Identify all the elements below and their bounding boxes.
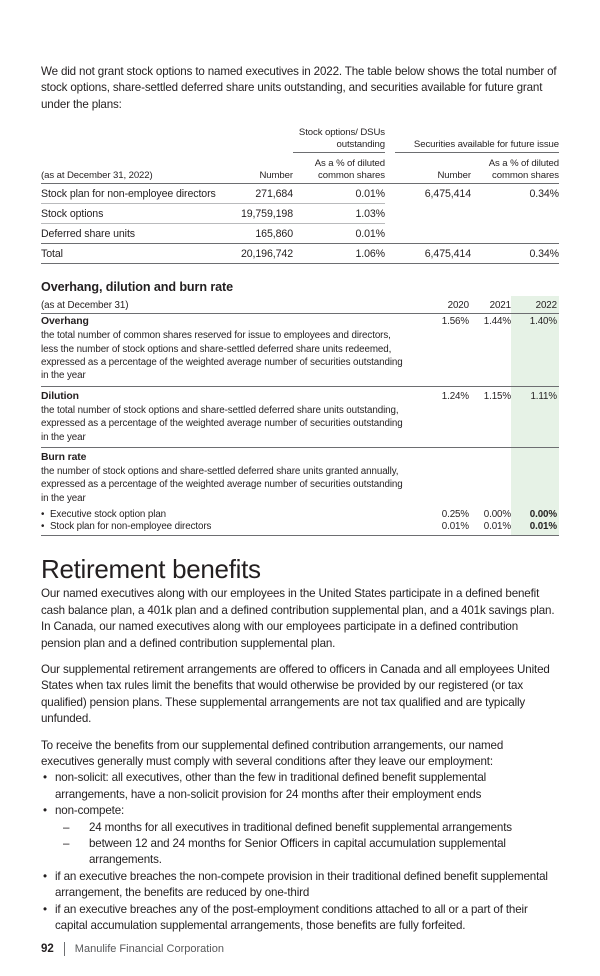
retirement-paragraph-3: To receive the benefits from our supplemental defined contribution arrangements, our named executives generally must comply with several conditions after they leave our employment: [41, 738, 504, 768]
bullet-icon: • [43, 902, 47, 916]
dash-icon: – [63, 836, 70, 850]
bullet-icon: • [41, 509, 45, 521]
overhang-2021: 1.44% [483, 316, 511, 328]
row-available-number: 6,475,414 [424, 187, 471, 200]
row-pct: 1.03% [293, 204, 385, 224]
sublist-item: – 24 months for all executives in traditional defined benefit supplemental arrangements [55, 820, 559, 836]
year-2022: 2022 [511, 296, 559, 314]
year-2020: 2020 [427, 296, 469, 314]
row-pct: 0.01% [293, 224, 385, 244]
dilution-title: Dilution [41, 390, 79, 402]
list-item: • if an executive breaches any of the post-employment conditions attached to all or a part of their capital accumulation supplemental arrangements, those benefits are fully forfeited. [43, 902, 528, 932]
dash-icon: – [63, 820, 70, 834]
total-pct: 1.06% [293, 244, 385, 264]
total-label: Total [41, 244, 227, 264]
overhang-title: Overhang [41, 316, 89, 328]
outstanding-securities-table [41, 127, 559, 264]
row-pct: 0.01% [293, 184, 385, 204]
page-content [41, 0, 559, 934]
row-available-pct [471, 224, 559, 244]
year-2021: 2021 [469, 296, 511, 314]
overhang-2022: 1.40% [511, 314, 559, 330]
table-row [41, 224, 559, 244]
row-label: Stock plan for non-employee directors [41, 184, 227, 204]
retirement-paragraph-1: Our named executives along with our employees in the United States participate in a defined benefit cash balance plan, a 401k plan and a defined contribution supplemental plan, and a 401k savings plan. In Canada, our named executives along with our employees participate in a defined contribution pension plan and a defined contribution supplemental plan. [41, 587, 555, 650]
bullet-icon: • [43, 869, 47, 883]
bullet-icon: • [43, 771, 47, 785]
table-total-row [41, 244, 559, 264]
burn-rate-item [41, 521, 559, 536]
column-header-number-available: Number [395, 153, 471, 184]
sublist-item: – between 12 and 24 months for Senior Officers in capital accumulation supplemental arrangements. [63, 836, 506, 867]
group-header-outstanding: Stock options/ DSUs outstanding [293, 127, 385, 153]
overhang-dilution-table [41, 296, 559, 536]
table-column-header-row [41, 153, 559, 184]
burn-item-2021: 0.00% [483, 509, 511, 521]
overhang-2020: 1.56% [441, 316, 469, 328]
list-item: • non-compete: – 24 months for all executives in traditional defined benefit supplemental arrangements – between 12 and 24 months for Senior Officers in capital accumulation supplemental arrangements. [41, 803, 559, 869]
table-row [41, 184, 559, 204]
burn-rate-row [41, 448, 559, 466]
year-header-row [41, 296, 559, 314]
column-header-number: Number [227, 153, 293, 184]
dilution-2021: 1.15% [483, 390, 511, 402]
company-name: Manulife Financial Corporation [74, 943, 224, 956]
dilution-description: the total number of stock options and share-settled deferred share units outstanding, expressed as a percentage of the weighted average number of securities outstanding in the year [41, 404, 427, 448]
burn-item-2022: 0.00% [511, 509, 559, 521]
intro-paragraph: We did not grant stock options to named executives in 2022. The table below shows the total number of stock options, share-settled deferred share units outstanding, and securities available for future grant under the plans: [41, 65, 557, 111]
burn-rate-title: Burn rate [41, 452, 87, 464]
total-available-pct: 0.34% [471, 244, 559, 264]
overhang-description: the total number of common shares reserved for issue to employees and directors, less the number of stock options and share-settled deferred share units redeemed, expressed as a percentage of the weighted average number of securities outstanding in the year [41, 329, 427, 386]
row-number: 19,759,198 [227, 204, 293, 224]
burn-item-2021: 0.01% [469, 521, 511, 536]
column-header-pct-available: As a % of diluted common shares [471, 153, 559, 184]
total-number: 20,196,742 [227, 244, 293, 264]
dilution-2020: 1.24% [441, 390, 469, 402]
row-label: Deferred share units [41, 224, 227, 244]
footer-divider [64, 942, 65, 956]
group-header-available: Securities available for future issue [395, 127, 559, 153]
column-header-pct: As a % of diluted common shares [293, 153, 385, 184]
overhang-section-title: Overhang, dilution and burn rate [41, 280, 234, 295]
row-label: Stock options [41, 204, 227, 224]
list-item: • if an executive breaches the non-compete provision in their traditional defined benefit supplemental arrangement, the benefits are reduced by one-third [43, 869, 548, 900]
total-available-number: 6,475,414 [395, 244, 471, 264]
bullet-icon: • [41, 521, 45, 533]
burn-item-label: Executive stock option plan [50, 509, 167, 521]
burn-item-label: Stock plan for non-employee directors [50, 521, 212, 533]
burn-item-2020: 0.01% [427, 521, 469, 536]
dilution-2022: 1.11% [511, 386, 559, 404]
column-header-asat: (as at December 31, 2022) [41, 153, 227, 184]
list-item: • non-solicit: all executives, other than the few in traditional defined benefit supplemental arrangements, have a non-solicit provision for 24 months after their employment ends [43, 771, 487, 801]
row-available-number [395, 224, 471, 244]
row-number: 165,860 [227, 224, 293, 244]
retirement-heading: Retirement benefits [41, 554, 261, 585]
burn-item-2022: 0.01% [511, 521, 559, 536]
dilution-row [41, 386, 559, 404]
row-available-pct [471, 204, 559, 224]
page-footer [41, 942, 600, 956]
table-row [41, 204, 559, 224]
burn-rate-description: the number of stock options and share-settled deferred share units granted annually, expressed as a percentage of the weighted average number of securities outstanding in the year [41, 466, 403, 504]
row-available-pct: 0.34% [529, 187, 559, 200]
asat-label: (as at December 31) [41, 296, 427, 314]
retirement-paragraph-2: Our supplemental retirement arrangements are offered to officers in Canada and all employees United States when tax rules limit the benefits that would otherwise be provided by our registered (or tax qualified) pension plans. These supplemental arrangements are not tax qualified and are typically unfunded. [41, 662, 550, 726]
bullet-icon: • [43, 804, 47, 818]
conditions-list [41, 770, 559, 934]
table-group-header-row [41, 127, 559, 153]
burn-rate-item [41, 509, 559, 521]
row-number: 271,684 [227, 184, 293, 204]
non-compete-sublist [55, 820, 559, 869]
burn-item-2020: 0.25% [441, 509, 469, 521]
row-available-number [395, 204, 471, 224]
page-number: 92 [41, 943, 54, 956]
overhang-row [41, 314, 559, 330]
